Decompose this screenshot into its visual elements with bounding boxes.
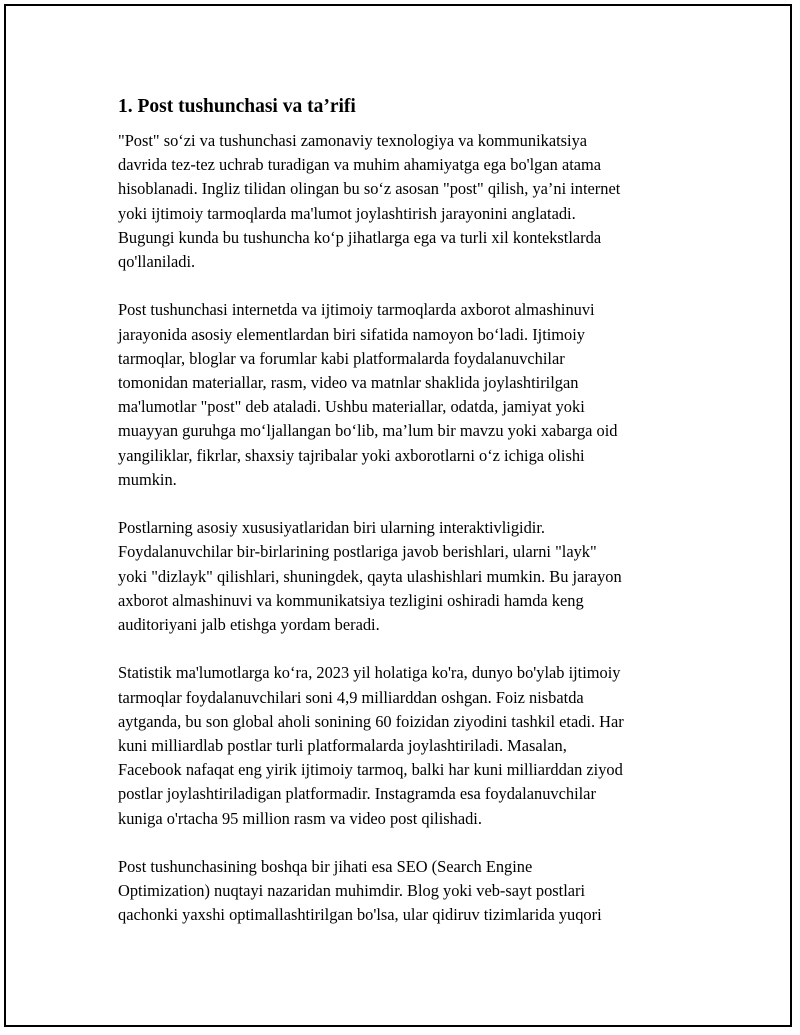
paragraph-3: Postlarning asosiy xususiyatlaridan biri ularning interaktivligidir. Foydalanuvchilar bir-birlarining postlariga javob berishlari, ularni "layk" yoki "dizlayk" qilishlari, shuningdek, qayta ulashishlari mumkin. Bu jarayon axborot almashinuvi va kommunikatsiya tezligini oshiradi hamda keng auditoriyani jalb etishga yordam beradi. bbox=[118, 518, 622, 635]
paragraph-5: Post tushunchasining boshqa bir jihati esa SEO (Search Engine Optimization) nuqtayi nazaridan muhimdir. Blog yoki veb-sayt postlari qachonki yaxshi optimallashtirilgan bo'lsa, ular qidiruv tizimlarida yuqori bbox=[118, 857, 602, 925]
paragraph-2: Post tushunchasi internetda va ijtimoiy tarmoqlarda axborot almashinuvi jarayonida asosiy elementlardan biri sifatida namoyon bo‘ladi. Ijtimoiy tarmoqlar, bloglar va forumlar kabi platformalarda foydalanuvchilar tomonidan materiallar, rasm, video va matnlar shaklida joylashtirilgan ma'lumotlar "post" deb ataladi. Ushbu materiallar, odatda, jamiyat yoki muayyan guruhga mo‘ljallangan bo‘lib, ma’lum bir mavzu yoki xabarga oid yangiliklar, fikrlar, shaxsiy tajribalar yoki axborotlarni o‘z ichiga olishi mumkin. bbox=[118, 300, 618, 489]
paragraph-4: Statistik ma'lumotlarga ko‘ra, 2023 yil holatiga ko'ra, dunyo bo'ylab ijtimoiy tarmoqlar foydalanuvchilari soni 4,9 milliarddan oshgan. Foiz nisbatda aytganda, bu son global aholi sonining 60 foizidan ziyodini tashkil etadi. Har kuni milliardlab postlar turli platformalarda joylashtiriladi. Masalan, Facebook nafaqat eng yirik ijtimoiy tarmoq, balki har kuni milliarddan ziyod postlar joylashtiriladigan platformadir. Instagramda esa foydalanuvchilar kuniga o'rtacha 95 million rasm va video post qilishadi. bbox=[118, 663, 624, 828]
section-heading: 1. Post tushunchasi va ta’rifi bbox=[118, 96, 356, 117]
paragraph-1: "Post" so‘zi va tushunchasi zamonaviy texnologiya va kommunikatsiya davrida tez-tez uchrab turadigan va muhim ahamiyatga ega bo'lgan atama hisoblanadi. Ingliz tilidan olingan bu so‘z asosan "post" qilish, ya’ni internet yoki ijtimoiy tarmoqlarda ma'lumot joylashtirish jarayonini anglatadi. Bugungi kunda bu tushuncha ko‘p jihatlarga ega va turli xil kontekstlarda qo'llaniladi. bbox=[118, 131, 621, 272]
document-body bbox=[118, 94, 678, 952]
